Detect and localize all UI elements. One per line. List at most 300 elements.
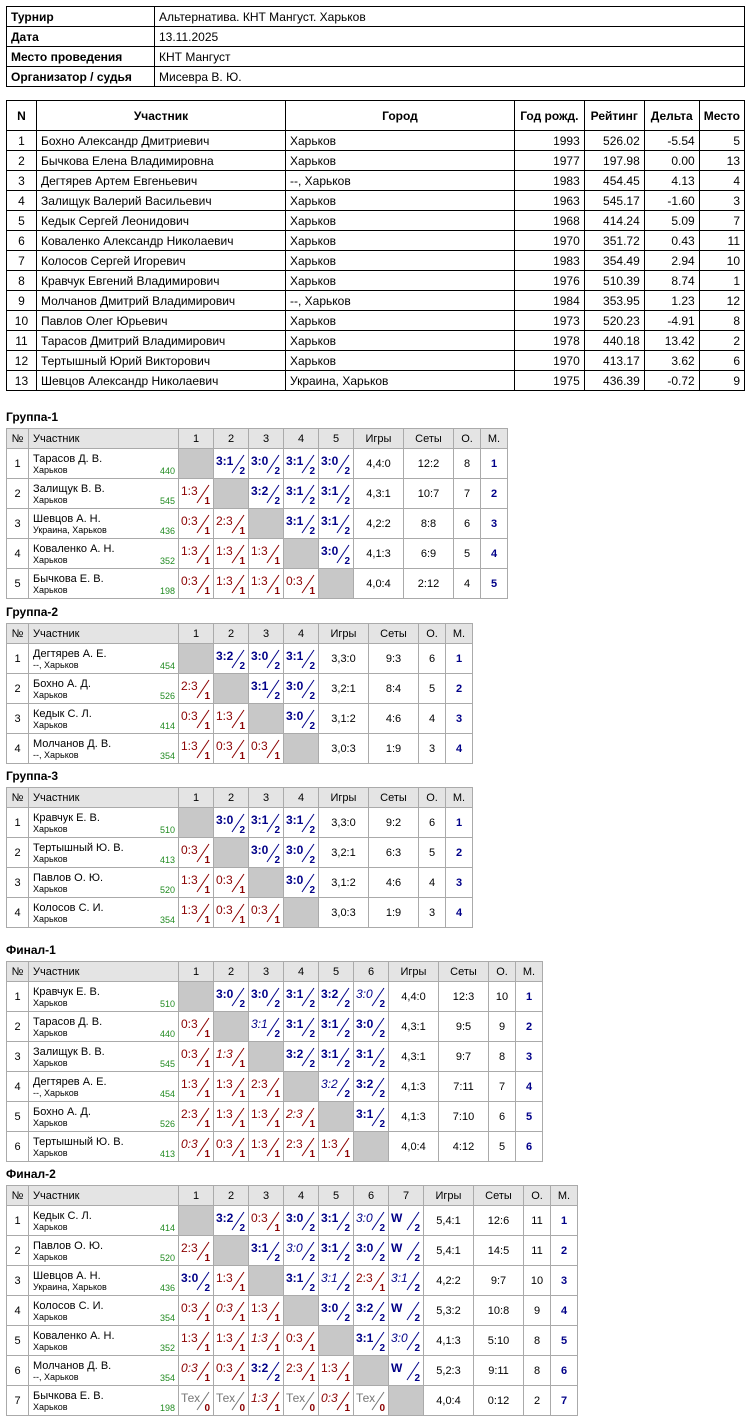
match-points: 1 [239,1149,245,1160]
match-cell [319,479,354,509]
player-number: 2 [7,838,29,868]
player-name: Павлов О. Ю. [33,1240,104,1252]
match-points: 2 [274,1373,280,1384]
header-sets: Сеты [369,788,419,808]
match-points: 0 [309,1403,315,1414]
player-sets: 9:11 [474,1356,524,1386]
match-points: 2 [309,825,315,836]
header-opponent-number: 2 [214,429,249,449]
player-city: Харьков [33,914,68,924]
diagonal-cell [284,898,319,928]
match-cell [249,539,284,569]
match-cell [249,1132,284,1162]
match-score: 3:0 [356,987,373,1001]
match-score: 3:1 [321,1271,338,1285]
match-score: 1:3 [181,903,198,917]
match-score: 2:3 [216,514,233,528]
match-score: 1:3 [216,544,233,558]
match-score: 3:1 [286,484,304,498]
match-score: 2:3 [356,1271,373,1285]
match-cell [214,868,249,898]
table-row [7,211,745,231]
match-points: 2 [274,825,280,836]
player-place: 2 [551,1236,578,1266]
match-points: 2 [414,1253,420,1264]
player-city: Харьков [33,555,68,565]
match-points: 2 [344,556,350,567]
header-sets: Сеты [474,1186,524,1206]
match-points: 2 [344,1059,350,1070]
match-score: 3:1 [286,987,304,1001]
birth-year: 1993 [514,131,584,151]
player-cell [29,1356,179,1386]
match-score: 0:3 [181,1137,198,1151]
match-points: 2 [344,999,350,1010]
header-points: О. [419,624,446,644]
diagonal-cell [179,1206,214,1236]
match-score: 3:0 [286,1211,304,1225]
header-participant: Участник [29,1186,179,1206]
player-city: Харьков [33,1058,68,1068]
player-city: --, Харьков [33,660,79,670]
header-opponent-number: 1 [179,1186,214,1206]
match-cell [284,868,319,898]
match-points: 1 [204,496,210,507]
header-opponent-number: 1 [179,962,214,982]
player-rating: 354 [159,751,175,761]
player-sets: 1:9 [369,898,419,928]
player-name: Бычкова Е. В. [33,573,104,585]
table-row [7,704,473,734]
player-number: 3 [7,509,29,539]
participant-name: Павлов Олег Юрьевич [36,311,285,331]
player-rating: 454 [159,661,175,671]
column-header: Дельта [644,101,699,131]
match-score: 1:3 [216,1047,233,1061]
player-sets: 1:9 [369,734,419,764]
player-city: Харьков [33,854,68,864]
match-score: 0:3 [286,1331,303,1345]
tournament-info-table [6,6,745,87]
player-place: 1 [516,982,543,1012]
player-rating: 526 [159,1119,175,1129]
match-points: 2 [309,496,315,507]
match-score: 3:1 [216,454,234,468]
player-points: 6 [419,644,446,674]
player-place: 1 [481,449,508,479]
match-points: 1 [274,586,280,597]
match-score: 0:3 [216,1301,233,1315]
player-name: Тарасов Д. В. [33,1016,103,1028]
match-cell [249,734,284,764]
diagonal-cell [249,704,284,734]
match-cell [179,479,214,509]
table-row [7,868,473,898]
header-opponent-number: 3 [249,429,284,449]
match-score: 3:1 [321,1241,339,1255]
match-points: 2 [309,1253,315,1264]
participant-name: Кравчук Евгений Владимирович [36,271,285,291]
player-rating: 413 [159,1149,175,1159]
player-points: 8 [524,1356,551,1386]
player-number: 2 [7,479,29,509]
player-place: 4 [446,734,473,764]
player-name: Колосов С. И. [33,1300,104,1312]
match-score: 0:3 [181,514,198,528]
player-games: 4,4:0 [354,449,404,479]
player-name: Молчанов Д. В. [33,1360,112,1372]
player-number: 6 [7,1356,29,1386]
header-sets: Сеты [439,962,489,982]
match-cell [319,1042,354,1072]
match-cell [284,644,319,674]
player-games: 4,1:3 [389,1072,439,1102]
table-row [7,251,745,271]
match-cell [214,1356,249,1386]
match-score: 3:0 [181,1271,199,1285]
header-opponent-number: 2 [214,1186,249,1206]
player-rating: 510 [159,825,175,835]
player-place: 4 [551,1296,578,1326]
player-rating: 454 [159,1089,175,1099]
final-place: 3 [699,191,744,211]
header-place: М. [481,429,508,449]
player-number: 3 [7,704,29,734]
match-points: 1 [239,721,245,732]
match-score: 0:3 [216,1361,233,1375]
match-score: 3:0 [321,454,339,468]
table-row [7,291,745,311]
match-score: W [391,1241,403,1255]
final-place: 1 [699,271,744,291]
match-cell [179,704,214,734]
match-score: 3:2 [321,1077,338,1091]
participant-city: Харьков [286,231,515,251]
match-cell [214,509,249,539]
match-points: 1 [239,885,245,896]
match-cell [179,1266,214,1296]
match-cell [319,449,354,479]
table-row [7,1266,578,1296]
rating: 545.17 [584,191,644,211]
match-cell [354,1042,389,1072]
player-points: 11 [524,1236,551,1266]
match-score: 3:1 [286,813,304,827]
match-cell [249,1386,284,1416]
diagonal-cell [214,838,249,868]
player-name: Тертышный Ю. В. [33,1136,124,1148]
player-city: Харьков [33,1148,68,1158]
match-score: 3:2 [216,649,234,663]
match-points: 2 [414,1223,420,1234]
player-name: Залищук В. В. [33,1046,105,1058]
match-points: 2 [309,885,315,896]
match-cell [354,1072,389,1102]
participant-city: Харьков [286,131,515,151]
player-points: 2 [524,1386,551,1416]
player-points: 10 [524,1266,551,1296]
player-number: 5 [7,1326,29,1356]
player-cell [29,1296,179,1326]
diagonal-cell [354,1132,389,1162]
match-points: 1 [239,1373,245,1384]
header-sets: Сеты [369,624,419,644]
match-points: 2 [379,999,385,1010]
match-points: 2 [239,825,245,836]
match-score: 3:1 [356,1107,374,1121]
match-cell [249,1012,284,1042]
match-points: 2 [344,1253,350,1264]
table-row [7,569,508,599]
match-cell [179,1102,214,1132]
match-score: 0:3 [321,1391,338,1405]
player-rating: 413 [159,855,175,865]
match-points: 2 [309,526,315,537]
match-points: 1 [204,1373,210,1384]
player-place: 1 [551,1206,578,1236]
column-header: Участник [36,101,285,131]
player-cell [29,1042,179,1072]
player-place: 4 [481,539,508,569]
match-cell [249,479,284,509]
match-points: 1 [204,586,210,597]
match-cell [354,1102,389,1132]
match-cell [179,509,214,539]
player-rating: 354 [159,1313,175,1323]
header-opponent-number: 6 [354,1186,389,1206]
match-points: 2 [379,1223,385,1234]
player-cell [29,1266,179,1296]
player-number: 1 [7,644,29,674]
header-points: О. [419,788,446,808]
column-header: Город [286,101,515,131]
match-score: 2:3 [181,679,198,693]
match-points: 2 [239,999,245,1010]
player-place: 3 [481,509,508,539]
match-score: 0:3 [216,903,233,917]
info-row [7,7,745,27]
player-points: 6 [419,808,446,838]
diagonal-cell [284,1072,319,1102]
match-score: 3:1 [286,454,304,468]
match-points: 2 [239,1223,245,1234]
match-cell [249,1102,284,1132]
birth-year: 1978 [514,331,584,351]
rating: 440.18 [584,331,644,351]
participant-city: Украина, Харьков [286,371,515,391]
player-number: 4 [7,1072,29,1102]
match-points: 1 [204,855,210,866]
birth-year: 1984 [514,291,584,311]
diagonal-cell [319,1102,354,1132]
player-city: --, Харьков [33,1088,79,1098]
player-rating: 414 [159,721,175,731]
match-points: 1 [379,1283,385,1294]
match-cell [249,1296,284,1326]
player-city: Харьков [33,1028,68,1038]
match-cell [319,1356,354,1386]
header-place: М. [551,1186,578,1206]
match-score: 1:3 [216,1077,233,1091]
birth-year: 1976 [514,271,584,291]
player-sets: 12:2 [404,449,454,479]
participant-city: --, Харьков [286,291,515,311]
rating-delta: 13.42 [644,331,699,351]
match-score: 3:2 [251,1361,269,1375]
player-games: 3,2:1 [319,838,369,868]
player-cell [29,868,179,898]
match-score: 0:3 [181,1017,198,1031]
match-score: 0:3 [286,574,303,588]
participant-number: 11 [7,331,37,351]
player-city: Харьков [33,884,68,894]
player-cell [29,1386,179,1416]
match-points: 2 [309,721,315,732]
player-cell [29,479,179,509]
header-opponent-number: 7 [389,1186,424,1206]
player-rating: 440 [159,466,175,476]
participant-name: Тертышный Юрий Викторович [36,351,285,371]
match-cell [319,539,354,569]
match-points: 1 [274,1089,280,1100]
table-row [7,1102,543,1132]
table-row [7,479,508,509]
match-cell [249,1206,284,1236]
match-points: 2 [239,466,245,477]
info-row [7,47,745,67]
match-points: 1 [309,1373,315,1384]
match-score: 0:3 [181,1047,198,1061]
match-points: 1 [274,1343,280,1354]
player-name: Колосов С. И. [33,902,104,914]
match-cell [389,1296,424,1326]
diagonal-cell [354,1356,389,1386]
player-games: 4,3:1 [354,479,404,509]
match-points: 2 [379,1313,385,1324]
match-cell [214,1072,249,1102]
match-cell [179,1326,214,1356]
player-number: 1 [7,1206,29,1236]
match-score: Тех [356,1391,376,1405]
final-place: 5 [699,131,744,151]
match-points: 2 [414,1343,420,1354]
match-score: 3:0 [356,1241,374,1255]
player-rating: 526 [159,691,175,701]
match-cell [249,644,284,674]
diagonal-cell [179,808,214,838]
participant-city: Харьков [286,191,515,211]
match-points: 2 [414,1313,420,1324]
header-games: Игры [319,788,369,808]
player-games: 4,2:2 [354,509,404,539]
player-rating: 436 [159,526,175,536]
match-score: 3:0 [251,649,269,663]
player-games: 4,1:3 [424,1326,474,1356]
final-place: 2 [699,331,744,351]
player-city: Харьков [33,1222,68,1232]
match-points: 2 [274,1029,280,1040]
match-points: 1 [239,1059,245,1070]
table-row [7,191,745,211]
match-score: 3:0 [286,1241,303,1255]
match-score: 2:3 [286,1107,303,1121]
match-points: 1 [204,1029,210,1040]
match-score: 3:1 [286,649,304,663]
player-cell [29,674,179,704]
birth-year: 1973 [514,311,584,331]
match-score: 3:0 [356,1211,373,1225]
player-city: Украина, Харьков [33,1282,107,1292]
info-label: Дата [7,27,155,47]
match-cell [249,449,284,479]
match-score: Тех [216,1391,236,1405]
match-cell [214,1102,249,1132]
match-cell [249,982,284,1012]
player-rating: 520 [159,885,175,895]
match-cell [214,1042,249,1072]
rating-delta: -1.60 [644,191,699,211]
player-cell [29,1206,179,1236]
table-row [7,1386,578,1416]
match-cell [354,982,389,1012]
diagonal-cell [319,569,354,599]
match-score: 3:0 [251,454,269,468]
birth-year: 1968 [514,211,584,231]
player-city: Харьков [33,1118,68,1128]
match-points: 1 [239,1343,245,1354]
match-cell [354,1266,389,1296]
match-score: 3:0 [321,1301,339,1315]
group-title: Группа-1 [6,410,59,424]
diagonal-cell [249,868,284,898]
match-points: 2 [309,1283,315,1294]
player-sets: 7:11 [439,1072,489,1102]
player-number: 3 [7,868,29,898]
match-points: 2 [204,1283,210,1294]
header-opponent-number: 6 [354,962,389,982]
match-score: 1:3 [181,1077,198,1091]
match-points: 1 [204,1059,210,1070]
match-points: 1 [239,915,245,926]
match-score: 0:3 [216,1137,233,1151]
match-points: 2 [309,661,315,672]
diagonal-cell [249,1042,284,1072]
match-score: 3:0 [216,987,234,1001]
match-cell [179,898,214,928]
match-cell [354,1236,389,1266]
match-cell [284,479,319,509]
match-score: 3:1 [251,1241,269,1255]
rating: 520.23 [584,311,644,331]
group-title: Группа-2 [6,605,59,619]
player-sets: 12:6 [474,1206,524,1236]
participant-name: Коваленко Александр Николаевич [36,231,285,251]
diagonal-cell [179,449,214,479]
player-city: Харьков [33,495,68,505]
match-cell [389,1206,424,1236]
player-points: 10 [489,982,516,1012]
participant-number: 4 [7,191,37,211]
match-points: 2 [414,1283,420,1294]
participant-name: Залищук Валерий Васильевич [36,191,285,211]
match-points: 1 [309,586,315,597]
match-cell [214,449,249,479]
rating: 354.49 [584,251,644,271]
match-cell [354,1326,389,1356]
table-row [7,351,745,371]
player-games: 5,2:3 [424,1356,474,1386]
rating-delta: 3.62 [644,351,699,371]
